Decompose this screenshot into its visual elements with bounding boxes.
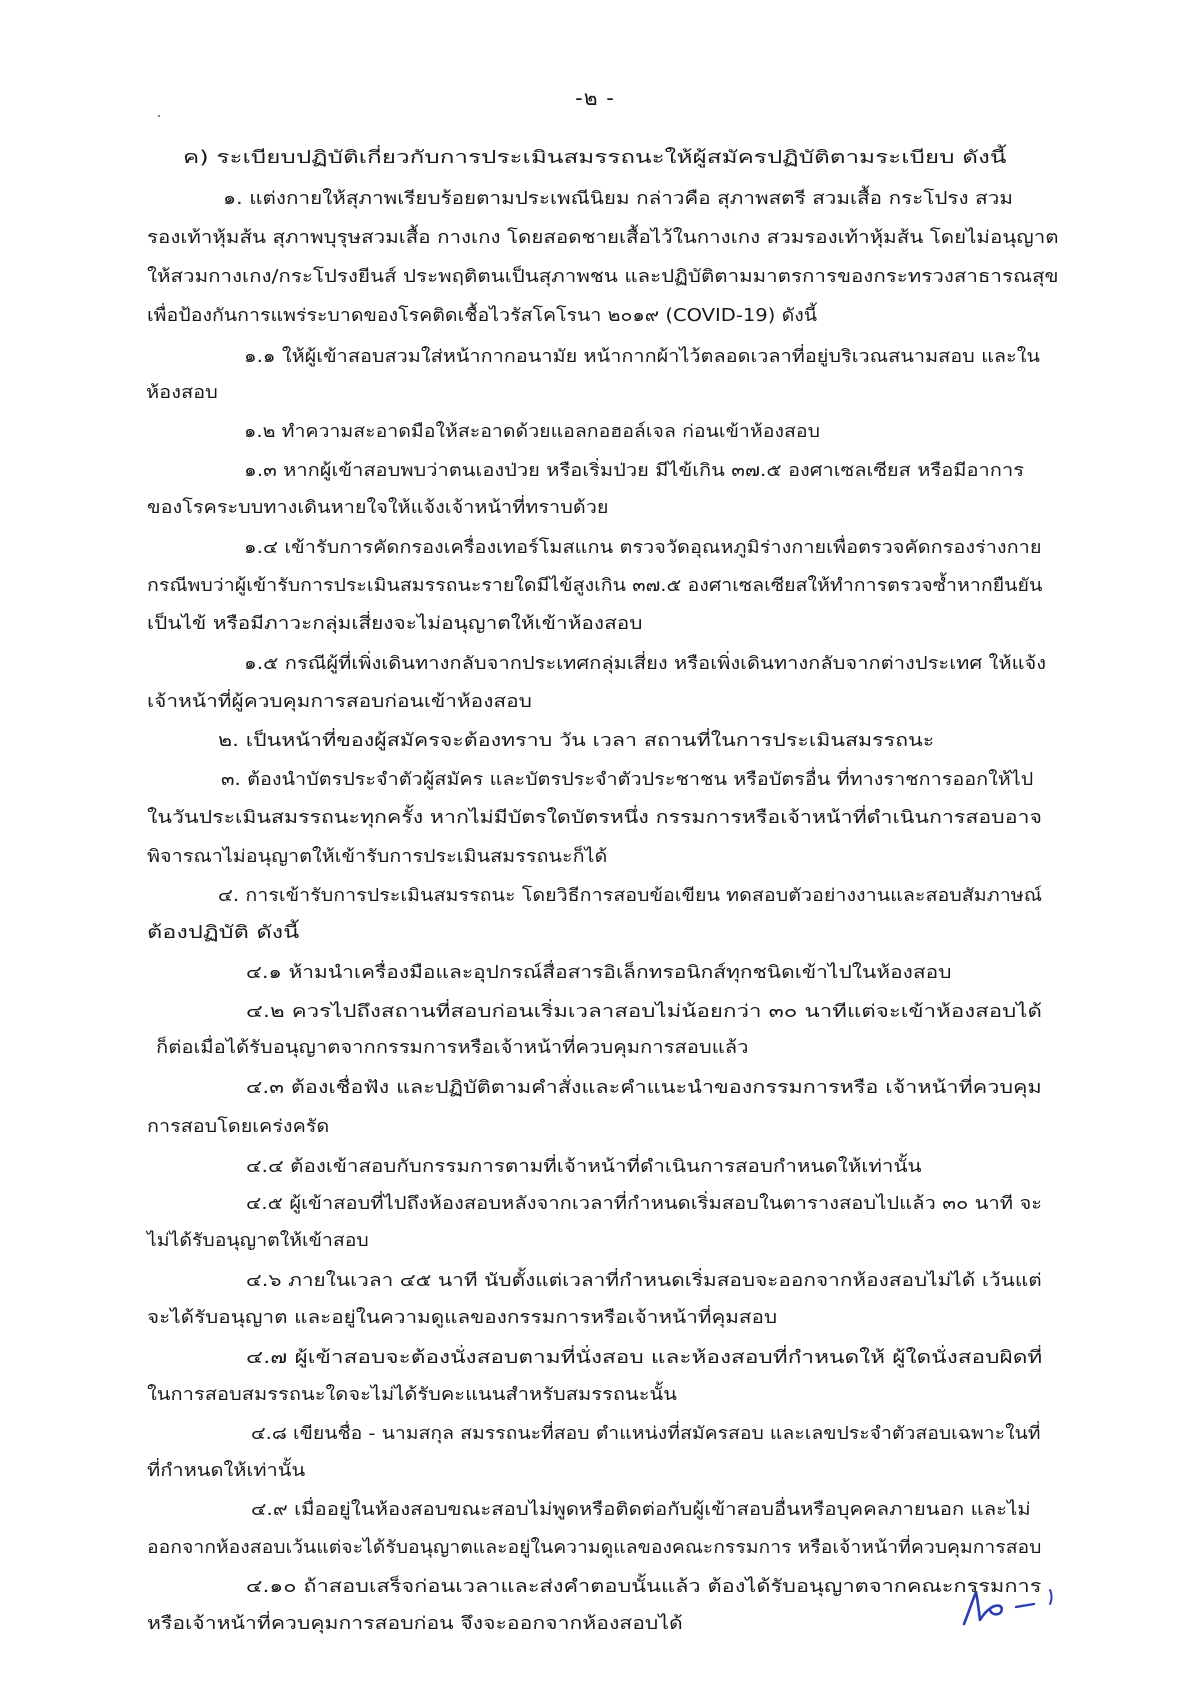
item-4-1-line: ๔.๑ ห้ามนำเครื่องมือและอุปกรณ์สื่อสารอิเล็กทรอนิกส์ทุกชนิดเข้าไปในห้องสอบ	[246, 963, 952, 983]
item-3-line: ๓. ต้องนำบัตรประจำตัวผู้สมัคร และบัตรประจำตัวประชาชน หรือบัตรอื่น ที่ทางราชการออกให้ไป	[221, 770, 1034, 790]
item-4-8-line: ที่กำหนดให้เท่านั้น	[147, 1461, 306, 1481]
item-1-line: ๑. แต่งกายให้สุภาพเรียบร้อยตามประเพณีนิยม กล่าวคือ สุภาพสตรี สวมเสื้อ กระโปรง สวม	[223, 189, 1013, 209]
item-2-line: ๒. เป็นหน้าที่ของผู้สมัครจะต้องทราบ วัน เวลา สถานที่ในการประเมินสมรรถนะ	[218, 731, 935, 751]
item-1-1-line: ๑.๑ ให้ผู้เข้าสอบสวมใส่หน้ากากอนามัย หน้ากากผ้าไว้ตลอดเวลาที่อยู่บริเวณสนามสอบ และใน	[244, 347, 1041, 367]
item-1-4-line: เป็นไข้ หรือมีภาวะกลุ่มเสี่ยงจะไม่อนุญาตให้เข้าห้องสอบ	[147, 614, 643, 634]
section-heading: ค) ระเบียบปฏิบัติเกี่ยวกับการประเมินสมรรถนะให้ผู้สมัครปฏิบัติตามระเบียบ ดังนี้	[183, 148, 1007, 168]
item-1-3-line: ๑.๓ หากผู้เข้าสอบพบว่าตนเองป่วย หรือเริ่มป่วย มีไข้เกิน ๓๗.๕ องศาเซลเซียส หรือมีอาการ	[244, 461, 1024, 481]
item-4-3-line: การสอบโดยเคร่งครัด	[147, 1117, 330, 1137]
item-4-10-line: หรือเจ้าหน้าที่ควบคุมการสอบก่อน จึงจะออกจากห้องสอบได้	[147, 1614, 683, 1634]
item-4-6-line: ๔.๖ ภายในเวลา ๔๕ นาที นับตั้งแต่เวลาที่กำหนดเริ่มสอบจะออกจากห้องสอบไม่ได้ เว้นแต่	[246, 1271, 1042, 1291]
item-1-5-line: เจ้าหน้าที่ผู้ควบคุมการสอบก่อนเข้าห้องสอบ	[147, 692, 532, 712]
item-1-5-line: ๑.๕ กรณีผู้ที่เพิ่งเดินทางกลับจากประเทศกลุ่มเสี่ยง หรือเพิ่งเดินทางกลับจากต่างประเทศ ให้แจ้ง	[244, 654, 1047, 674]
item-4-6-line: จะได้รับอนุญาต และอยู่ในความดูแลของกรรมการหรือเจ้าหน้าที่คุมสอบ	[147, 1308, 778, 1328]
item-1-4-line: กรณีพบว่าผู้เข้ารับการประเมินสมรรถนะรายใดมีไข้สูงเกิน ๓๗.๕ องศาเซลเซียสให้ทำการตรวจซ้ำหากยืนยัน	[147, 576, 1043, 596]
item-4-5-line: ๔.๕ ผู้เข้าสอบที่ไปถึงห้องสอบหลังจากเวลาที่กำหนดเริ่มสอบในตารางสอบไปแล้ว ๓๐ นาที จะ	[246, 1194, 1043, 1214]
speck	[158, 115, 160, 117]
item-4-3-line: ๔.๓ ต้องเชื่อฟัง และปฏิบัติตามคำสั่งและคำแนะนำของกรรมการหรือ เจ้าหน้าที่ควบคุม	[246, 1078, 1042, 1098]
item-4-8-line: ๔.๘ เขียนชื่อ - นามสกุล สมรรถนะที่สอบ ตำแหน่งที่สมัครสอบ และเลขประจำตัวสอบเฉพาะในที่	[251, 1424, 1041, 1444]
item-4-line: ๔. การเข้ารับการประเมินสมรรถนะ โดยวิธีการสอบข้อเขียน ทดสอบตัวอย่างงานและสอบสัมภาษณ์	[218, 886, 1042, 906]
page-number: -๒ -	[575, 86, 615, 110]
item-4-4-line: ๔.๔ ต้องเข้าสอบกับกรรมการตามที่เจ้าหน้าที่ดำเนินการสอบกำหนดให้เท่านั้น	[246, 1157, 922, 1177]
item-4-10-line: ๔.๑๐ ถ้าสอบเสร็จก่อนเวลาและส่งคำตอบนั้นแล้ว ต้องได้รับอนุญาตจากคณะกรรมการ	[246, 1577, 1042, 1597]
item-1-4-line: ๑.๔ เข้ารับการคัดกรองเครื่องเทอร์โมสแกน ตรวจวัดอุณหภูมิร่างกายเพื่อตรวจคัดกรองร่างกาย	[244, 538, 1042, 558]
item-4-2-line: ก็ต่อเมื่อได้รับอนุญาตจากกรรมการหรือเจ้าหน้าที่ควบคุมการสอบแล้ว	[156, 1038, 749, 1058]
item-4-9-line: ๔.๙ เมื่ออยู่ในห้องสอบขณะสอบไม่พูดหรือติดต่อกับผู้เข้าสอบอื่นหรือบุคคลภายนอก และไม่	[251, 1500, 1031, 1520]
item-4-line: ต้องปฏิบัติ ดังนี้	[147, 923, 300, 943]
item-4-2-line: ๔.๒ ควรไปถึงสถานที่สอบก่อนเริ่มเวลาสอบไม่น้อยกว่า ๓๐ นาทีแต่จะเข้าห้องสอบได้	[246, 1002, 1042, 1022]
item-1-3-line: ของโรคระบบทางเดินหายใจให้แจ้งเจ้าหน้าที่ทราบด้วย	[147, 498, 609, 518]
item-1-line: เพื่อป้องกันการแพร่ระบาดของโรคติดเชื้อไวรัสโคโรนา ๒๐๑๙ (COVID-19) ดังนี้	[147, 306, 818, 326]
item-3-line: พิจารณาไม่อนุญาตให้เข้ารับการประเมินสมรรถนะก็ได้	[147, 847, 608, 867]
item-4-7-line: ๔.๗ ผู้เข้าสอบจะต้องนั่งสอบตามที่นั่งสอบ และห้องสอบที่กำหนดให้ ผู้ใดนั่งสอบผิดที่	[246, 1348, 1043, 1368]
item-1-2-line: ๑.๒ ทำความสะอาดมือให้สะอาดด้วยแอลกอฮอล์เจล ก่อนเข้าห้องสอบ	[244, 422, 820, 442]
item-4-5-line: ไม่ได้รับอนุญาตให้เข้าสอบ	[147, 1231, 369, 1251]
item-4-7-line: ในการสอบสมรรถนะใดจะไม่ได้รับคะแนนสำหรับสมรรถนะนั้น	[147, 1385, 677, 1405]
item-1-line: ให้สวมกางเกง/กระโปรงยีนส์ ประพฤติตนเป็นสุภาพชน และปฏิบัติตามมาตรการของกระทรวงสาธารณสุข	[147, 267, 1059, 287]
item-1-1-line: ห้องสอบ	[146, 383, 218, 403]
item-4-9-line: ออกจากห้องสอบเว้นแต่จะได้รับอนุญาตและอยู่ในความดูแลของคณะกรรมการ หรือเจ้าหน้าที่ควบคุมการสอบ	[147, 1538, 1042, 1558]
item-1-line: รองเท้าหุ้มส้น สุภาพบุรุษสวมเสื้อ กางเกง โดยสอดชายเสื้อไว้ในกางเกง สวมรองเท้าหุ้มส้น โดยไม่อนุญาต	[147, 228, 1059, 248]
signature-mark	[960, 1580, 1070, 1630]
item-3-line: ในวันประเมินสมรรถนะทุกครั้ง หากไม่มีบัตรใดบัตรหนึ่ง กรรมการหรือเจ้าหน้าที่ดำเนินการสอบอาจ	[147, 808, 1043, 828]
